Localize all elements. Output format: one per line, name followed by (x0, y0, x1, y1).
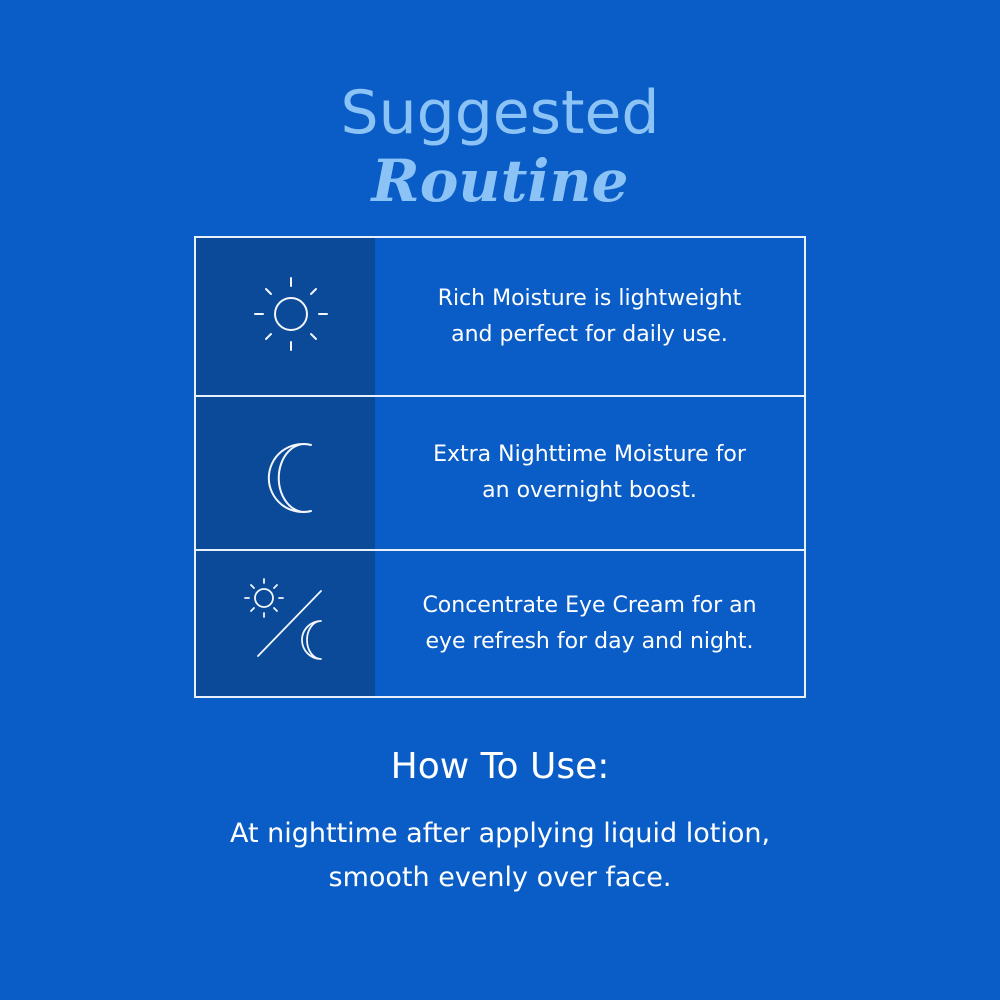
sun-icon (196, 238, 375, 395)
moon-icon (196, 397, 375, 549)
how-to-use-line: At nighttime after applying liquid lotion, (229, 818, 771, 849)
icon-cell (196, 551, 375, 696)
routine-text-line: eye refresh for day and night. (425, 628, 754, 654)
routine-text (375, 238, 804, 395)
page-title-routine: Routine (371, 147, 629, 215)
how-to-use-body (0, 812, 1000, 900)
icon-cell (196, 397, 375, 549)
routine-text-line: an overnight boost. (482, 478, 697, 503)
sun-and-moon-icon (196, 551, 375, 696)
routine-row-day (196, 238, 804, 395)
routine-row-night (196, 397, 804, 549)
how-to-use-title: How To Use: (390, 746, 610, 787)
routine-text-line: Concentrate Eye Cream for an (422, 592, 757, 618)
routine-text-line: Extra Nighttime Moisture for (433, 442, 746, 467)
icon-cell (196, 238, 375, 395)
how-to-use-line: smooth evenly over face. (328, 862, 672, 893)
routine-text-line: Rich Moisture is lightweight (437, 285, 742, 311)
routine-table (194, 236, 806, 698)
routine-text (375, 397, 804, 549)
page-title-suggested: Suggested (340, 78, 660, 148)
routine-row-day-and-night (196, 551, 804, 696)
routine-text-line: and perfect for daily use. (451, 321, 728, 347)
routine-text (375, 551, 804, 696)
